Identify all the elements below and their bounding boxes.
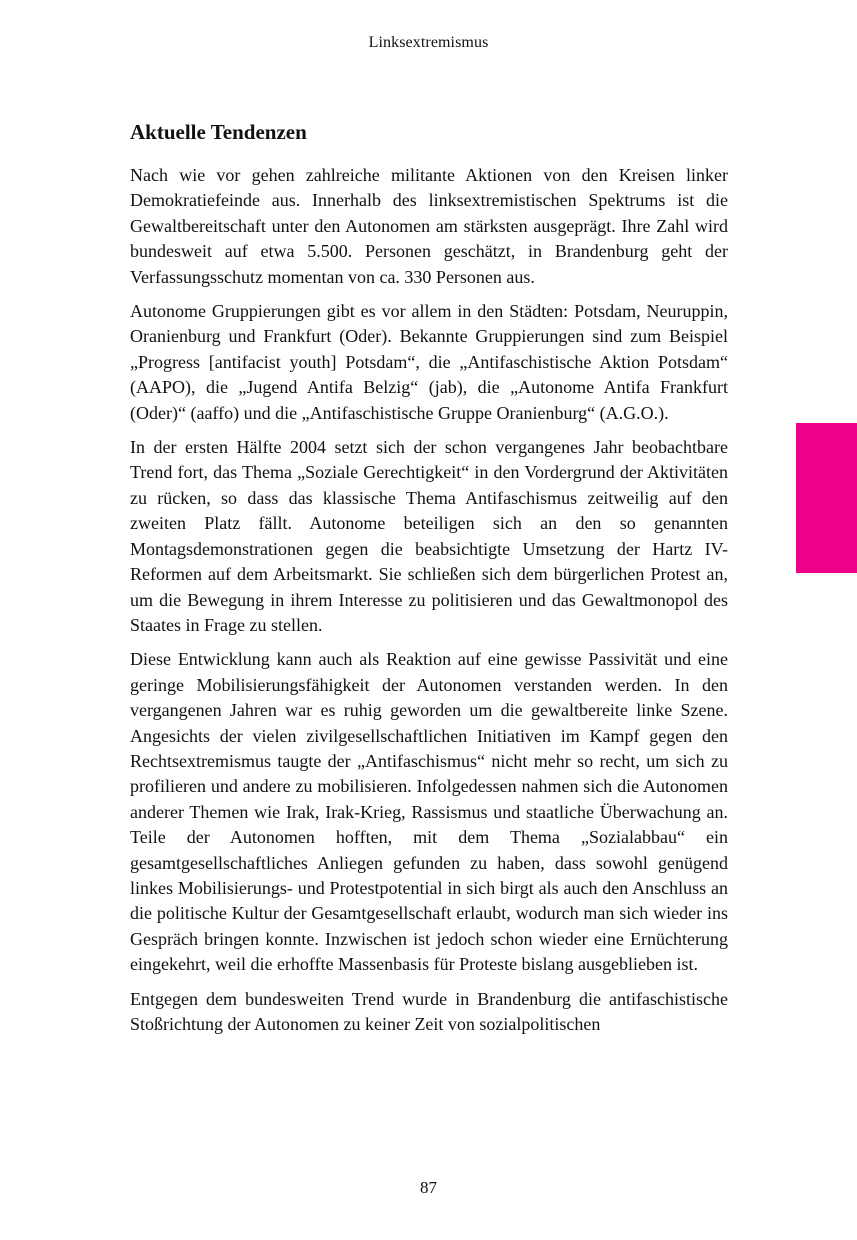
chapter-thumb-tab bbox=[796, 423, 857, 573]
page-number: 87 bbox=[420, 1178, 437, 1197]
paragraph: Autonome Gruppierungen gibt es vor allem in den Städten: Potsdam, Neuruppin, Oranienburg und Frankfurt (Oder). Bekannte Gruppierungen sind zum Beispiel „Progress [antifacist youth] Potsdam“, die „Antifaschistische Aktion Potsdam“ (AAPO), die „Jugend Antifa Belzig“ (jab), die „Autonome Antifa Frankfurt (Oder)“ (aaffo) und die „Antifaschistische Gruppe Oranienburg“ (A.G.O.). bbox=[130, 301, 728, 423]
paragraph: Nach wie vor gehen zahlreiche militante Aktionen von den Kreisen linker Demokratiefeinde aus. Innerhalb des linksextremistischen Spektrums ist die Gewaltbereitschaft unter den Autonomen am stärksten ausgeprägt. Ihre Zahl wird bundesweit auf etwa 5.500. Personen geschätzt, in Brandenburg geht der Verfassungsschutz momentan von ca. 330 Personen aus. bbox=[130, 165, 728, 287]
section-title: Aktuelle Tendenzen bbox=[130, 120, 307, 144]
paragraph: Entgegen dem bundesweiten Trend wurde in Brandenburg die antifaschistische Stoßrichtung der Autonomen zu keiner Zeit von sozialpolitischen bbox=[130, 988, 728, 1034]
paragraph: In der ersten Hälfte 2004 setzt sich der schon vergangenes Jahr beobachtbare Trend fort, das Thema „Soziale Gerechtigkeit“ in den Vordergrund der Aktivitäten zu rücken, so dass das klassische Thema Antifaschismus zeitweilig auf den zweiten Platz fällt. Autonome beteiligen sich an den so genannten Montagsdemonstrationen gegen die beabsichtigte Umsetzung der Hartz IV-Reformen auf dem Arbeitsmarkt. Sie schließen sich dem bürgerlichen Protest an, um die Bewegung in ihrem Interesse zu politisieren und das Gewaltmonopol des Staates in Frage zu stellen. bbox=[130, 437, 728, 635]
paragraph: Diese Entwicklung kann auch als Reaktion auf eine gewisse Passivität und eine geringe Mobilisierungsfähigkeit der Autonomen verstanden werden. In den vergangenen Jahren war es ruhig geworden um die gewaltbereite linke Szene. Angesichts der vielen zivilgesellschaftlichen Initiativen im Kampf gegen den Rechtsextremismus taugte der „Antifaschismus“ nicht mehr so recht, um sich zu profilieren und andere zu mobilisieren. Infolgedessen nahmen sich die Autonomen anderer Themen wie Irak, Irak-Krieg, Rassismus und staatliche Überwachung an. Teile der Autonomen hofften, mit dem Thema „Sozialabbau“ ein gesamtgesellschaftliches Anliegen gefunden zu haben, dass sowohl genügend linkes Mobilisierungs- und Protestpotential in sich birgt als auch den Anschluss an die politische Kultur der Gesamtgesellschaft erlaubt, wodurch man sich wieder ins Gespräch bringen konnte. Inzwischen ist jedoch schon wieder eine Ernüchterung eingekehrt, weil die erhoffte Massenbasis für Proteste bislang ausgeblieben ist. bbox=[130, 649, 728, 975]
page-body bbox=[130, 118, 728, 1046]
running-header: Linksextremismus bbox=[368, 34, 489, 51]
